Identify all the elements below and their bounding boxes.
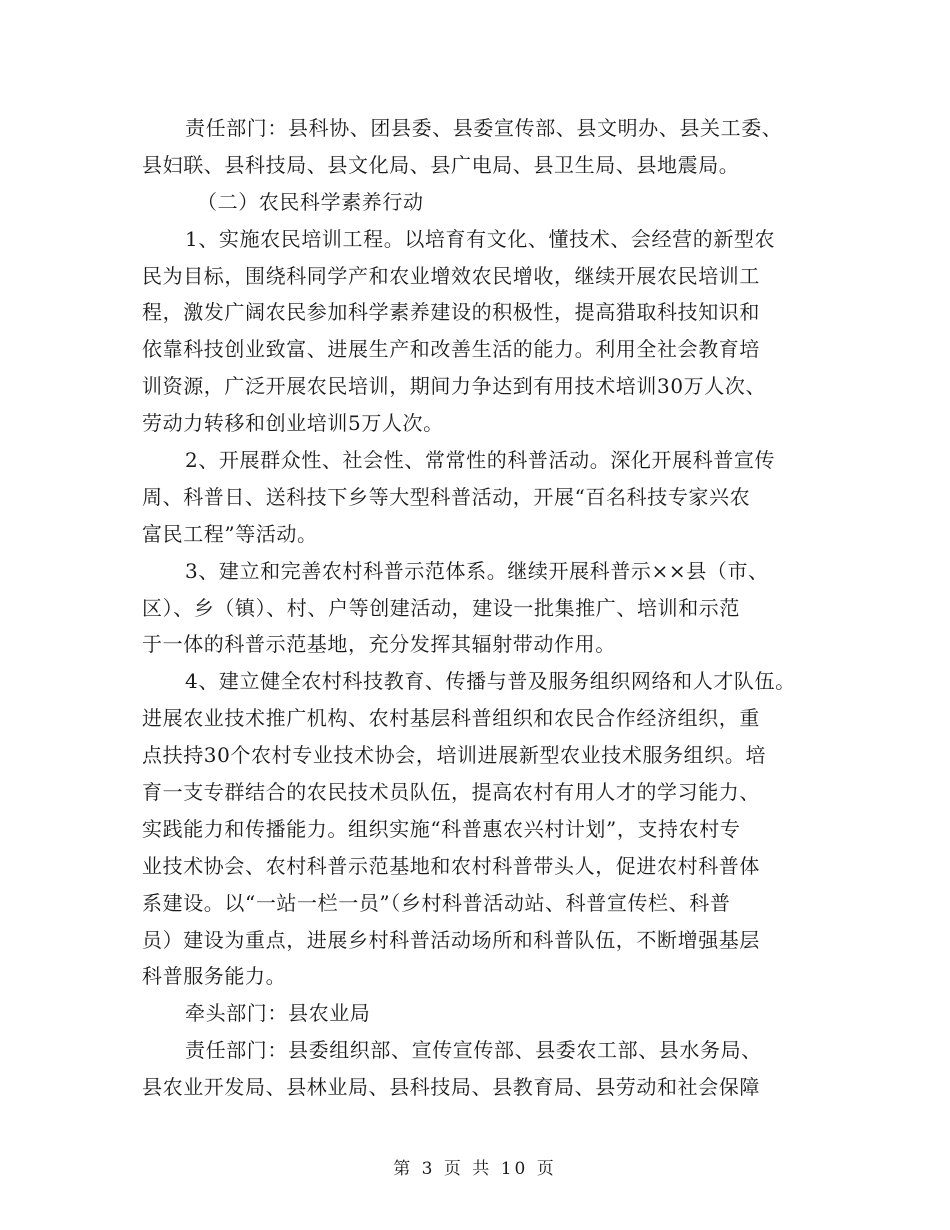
paragraph-responsible-departments-1 [142,110,827,184]
text-line: 县妇联、县科技局、县文化局、县广电局、县卫生局、县地震局。 [142,152,740,177]
document-body [142,110,827,1106]
text-line: 区）、乡（镇）、村、户等创建活动，建设一批集推广、培训和示范 [142,595,740,620]
section-heading [142,184,827,221]
text-line: 育一支专群结合的农民技术员队伍，提高农村有用人才的学习能力、 [142,780,760,805]
text-line: 劳动力转移和创业培训5万人次。 [142,411,444,436]
text-line: 4、建立健全农村科技教育、传播与普及服务组织网络和人才队伍。 [185,669,796,694]
text-line: 牵头部门：县农业局 [185,1001,371,1026]
text-line: 业技术协会、农村科普示范基地和农村科普带头人，促进农村科普体 [142,853,760,878]
paragraph-item-3 [142,553,827,664]
text-line: 民为目标，围绕科同学产和农业增效农民增收，继续开展农民培训工 [142,263,760,288]
text-line: 依靠科技创业致富、进展生产和改善生活的能力。利用全社会教育培 [142,337,760,362]
paragraph-item-2 [142,442,827,553]
paragraph-lead-department [142,995,827,1032]
text-line: 责任部门：县委组织部、宣传宣传部、县委农工部、县水务局、 [185,1038,762,1063]
text-line: 员）建设为重点，进展乡村科普活动场所和科普队伍，不断增强基层 [142,927,760,952]
text-line: 科普服务能力。 [142,964,287,989]
text-line: 周、科普日、送科技下乡等大型科普活动，开展“百名科技专家兴农 [142,484,751,509]
text-line: 点扶持30个农村专业技术协会，培训进展新型农业技术服务组织。培 [142,743,767,768]
text-line: 3、建立和完善农村科普示范体系。继续开展科普示××县（市、 [185,558,769,583]
text-line: 训资源，广泛开展农民培训，期间力争达到有用技术培训30万人次、 [142,374,767,399]
text-line: 县农业开发局、县林业局、县科技局、县教育局、县劳动和社会保障 [142,1075,760,1100]
paragraph-item-1 [142,221,827,442]
page-footer: 第 3 页 共 10 页 [393,1159,557,1179]
text-line: 富民工程”等活动。 [142,521,318,546]
text-line: 程，激发广阔农民参加科学素养建设的积极性，提高猎取科技知识和 [142,300,760,325]
paragraph-responsible-departments-2 [142,1032,827,1106]
text-line: 实践能力和传播能力。组织实施“科普惠农兴村计划”，支持农村专 [142,816,741,841]
section-heading-text: （二）农民科学素养行动 [197,189,424,214]
text-line: 责任部门：县科协、团县委、县委宣传部、县文明办、县关工委、 [185,116,783,140]
paragraph-item-4 [142,663,827,995]
text-line: 1、实施农民培训工程。以培育有文化、懂技术、会经营的新型农 [185,226,776,251]
text-line: 2、开展群众性、社会性、常常性的科普活动。深化开展科普宣传 [185,448,776,473]
text-line: 进展农业技术推广机构、农村基层科普组织和农民合作经济组织，重 [142,706,760,731]
text-line: 系建设。以“一站一栏一员”（乡村科普活动站、科普宣传栏、科普 [142,890,731,915]
text-line: 于一体的科普示范基地，充分发挥其辐射带动作用。 [142,632,616,657]
